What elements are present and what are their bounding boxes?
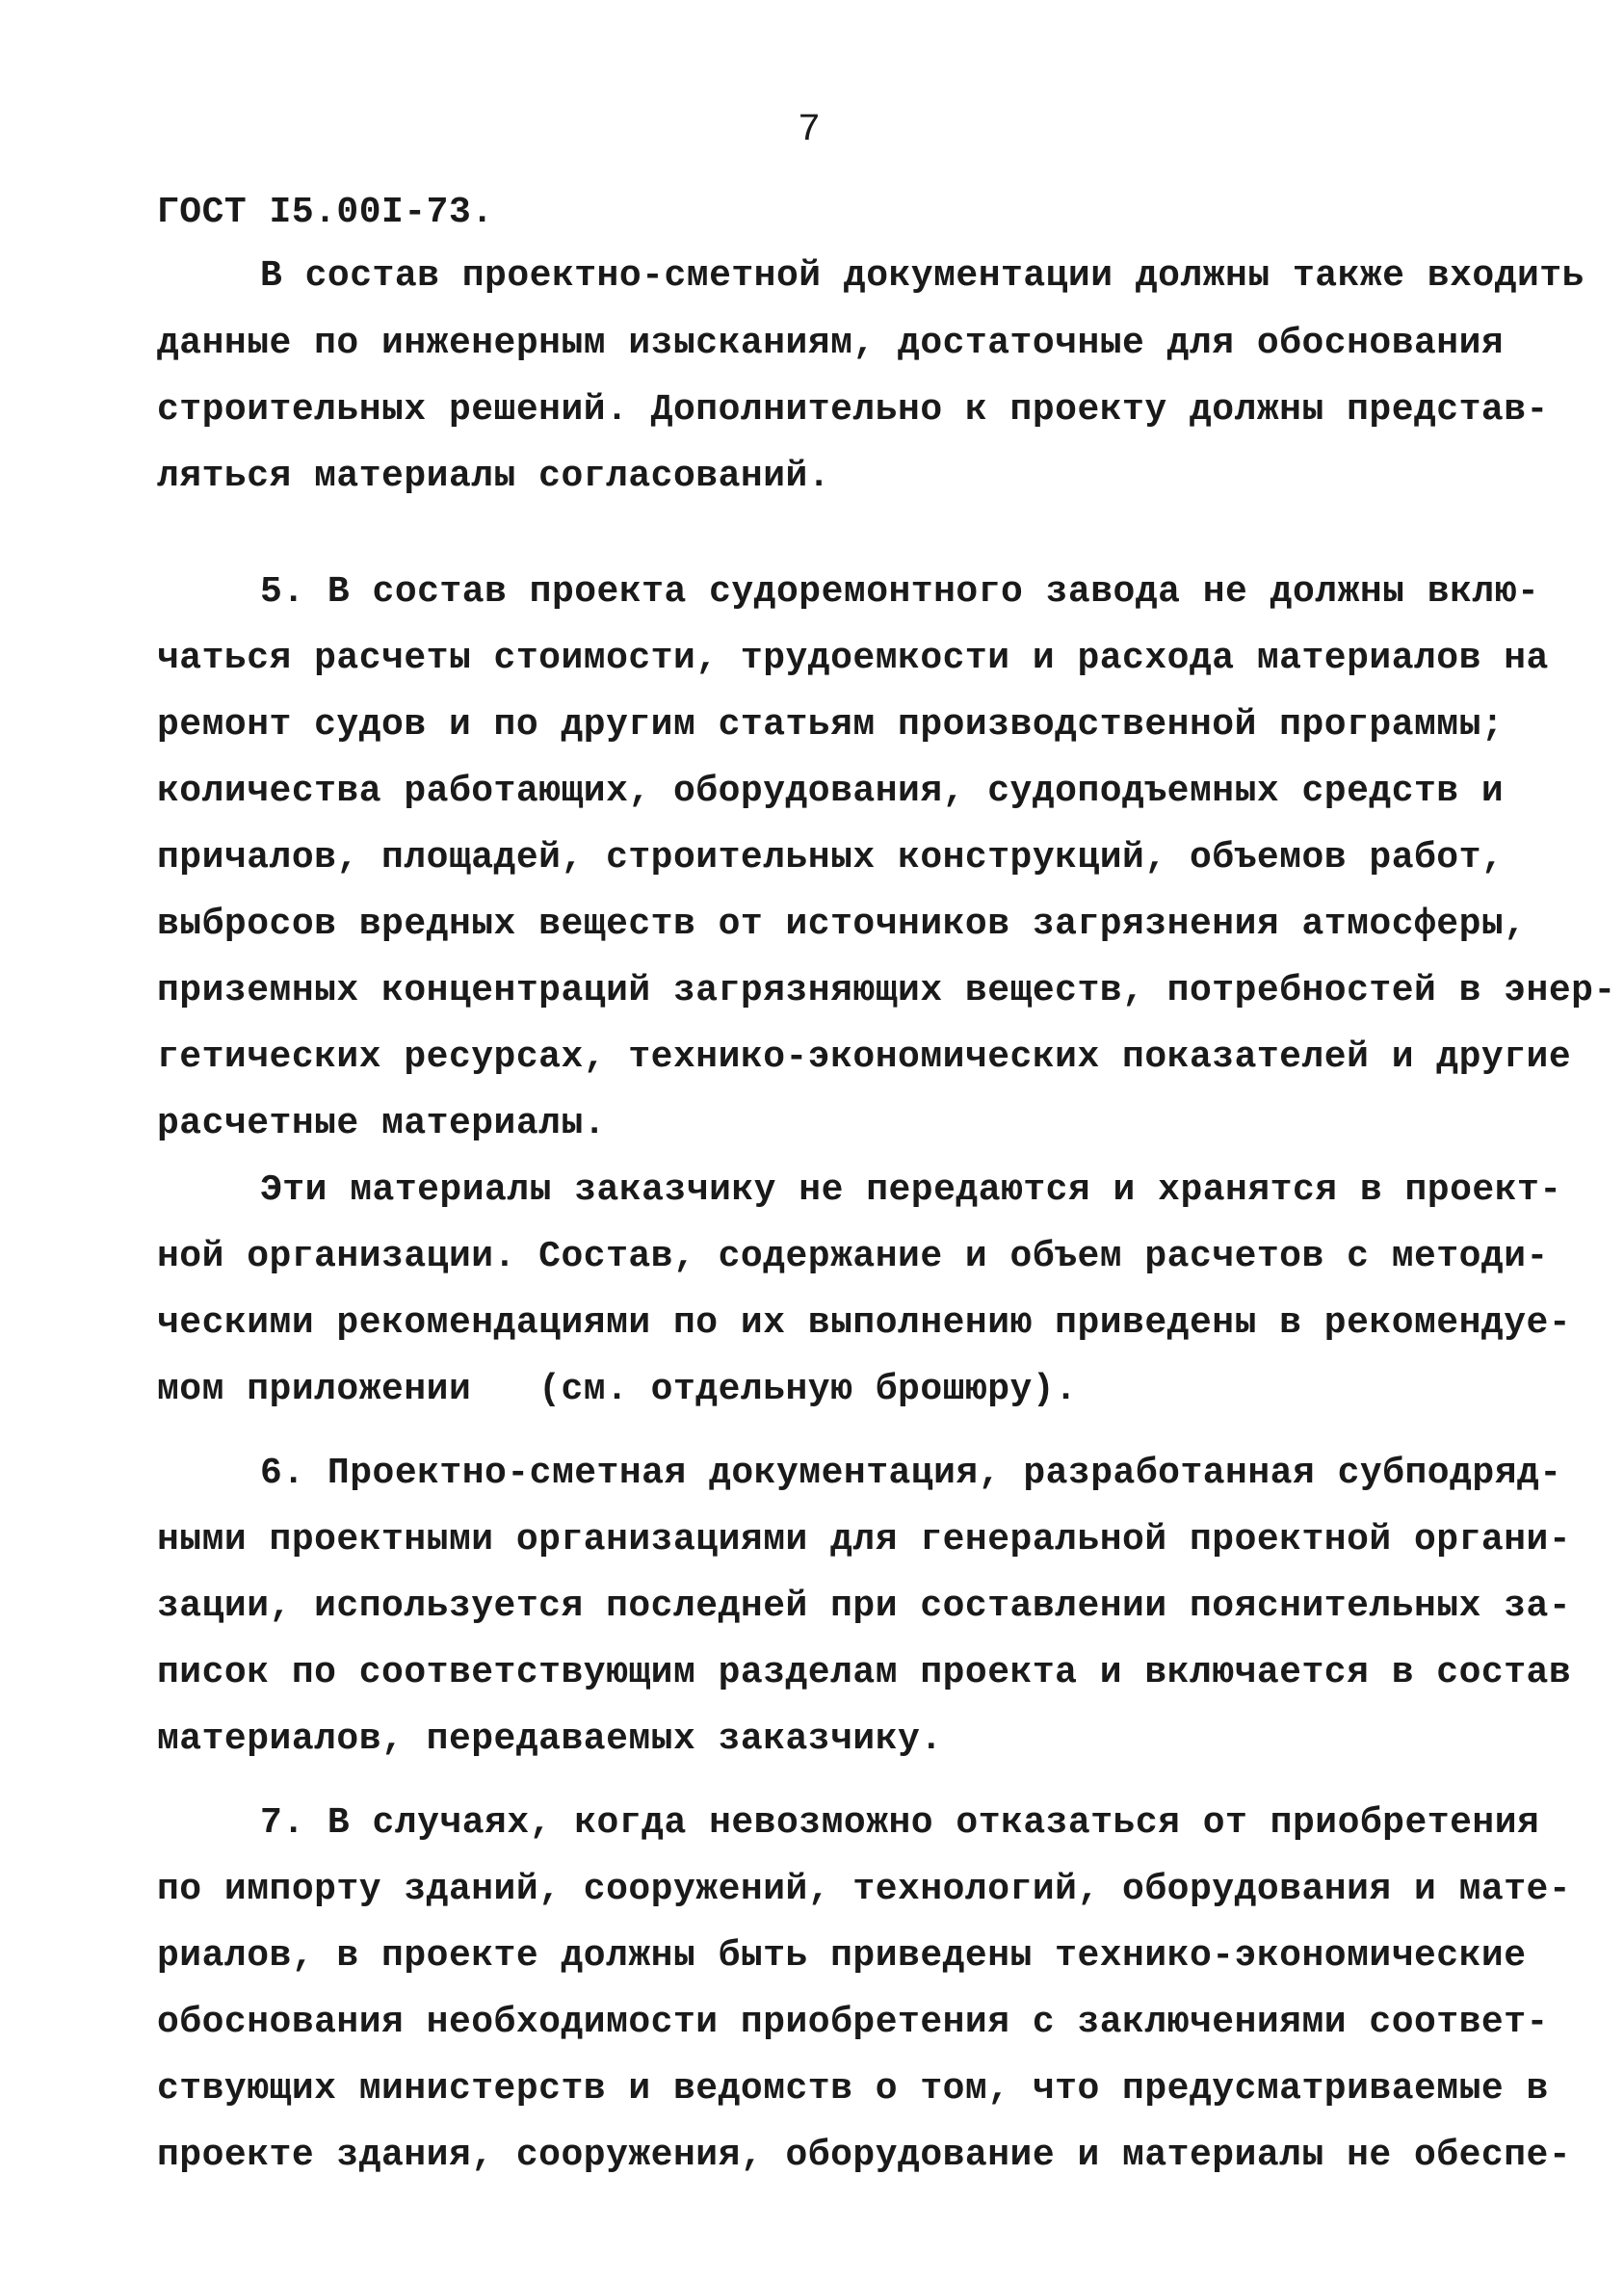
text-line: Эти материалы заказчику не передаются и хранятся в проект- xyxy=(260,1169,1562,1211)
text-line: чаться расчеты стоимости, трудоемкости и расхода материалов на xyxy=(157,638,1549,679)
text-line: В состав проектно-сметной документации должны также входить xyxy=(260,255,1585,297)
text-line: риалов, в проекте должны быть приведены технико-экономические xyxy=(157,1935,1527,1977)
text-line: 6. Проектно-сметная документация, разработанная субподряд- xyxy=(260,1453,1562,1494)
text-line: ствующих министерств и ведомств о том, что предусматриваемые в xyxy=(157,2068,1549,2110)
page-number: 7 xyxy=(798,109,822,152)
text-line: по импорту зданий, сооружений, технологий, оборудования и мате- xyxy=(157,1869,1572,1910)
text-line: ГОСТ I5.00I-73. xyxy=(157,192,494,233)
text-line: ремонт судов и по другим статьям производственной программы; xyxy=(157,704,1505,746)
text-line: проекте здания, сооружения, оборудование и материалы не обеспе- xyxy=(157,2135,1572,2176)
text-line: ными проектными организациями для генеральной проектной органи- xyxy=(157,1519,1572,1560)
text-line: расчетные материалы. xyxy=(157,1103,607,1144)
text-line: количества работающих, оборудования, судоподъемных средств и xyxy=(157,771,1505,812)
text-line: ческими рекомендациями по их выполнению приведены в рекомендуе- xyxy=(157,1302,1572,1344)
text-line: приземных концентраций загрязняющих веществ, потребностей в энер- xyxy=(157,970,1616,1011)
text-line: причалов, площадей, строительных конструкций, объемов работ, xyxy=(157,837,1505,878)
text-line: ной организации. Состав, содержание и объем расчетов с методи- xyxy=(157,1236,1549,1277)
text-line: 7. В случаях, когда невозможно отказаться от приобретения xyxy=(260,1802,1540,1844)
text-line: выбросов вредных веществ от источников загрязнения атмосферы, xyxy=(157,904,1527,945)
text-line: ляться материалы согласований. xyxy=(157,456,831,497)
text-line: гетических ресурсах, технико-экономических показателей и другие xyxy=(157,1036,1572,1078)
text-line: зации, используется последней при составлении пояснительных за- xyxy=(157,1586,1572,1627)
text-line: писок по соответствующим разделам проекта и включается в состав xyxy=(157,1652,1572,1693)
text-line: данные по инженерным изысканиям, достаточные для обоснования xyxy=(157,323,1505,364)
text-line: 5. В состав проекта судоремонтного завода не должны вклю- xyxy=(260,571,1540,613)
text-line: мом приложении (см. отдельную брошюру). xyxy=(157,1369,1078,1410)
text-line: строительных решений. Дополнительно к проекту должны представ- xyxy=(157,389,1549,431)
text-line: материалов, передаваемых заказчику. xyxy=(157,1718,943,1760)
text-line: обоснования необходимости приобретения с заключениями соответ- xyxy=(157,2002,1549,2043)
